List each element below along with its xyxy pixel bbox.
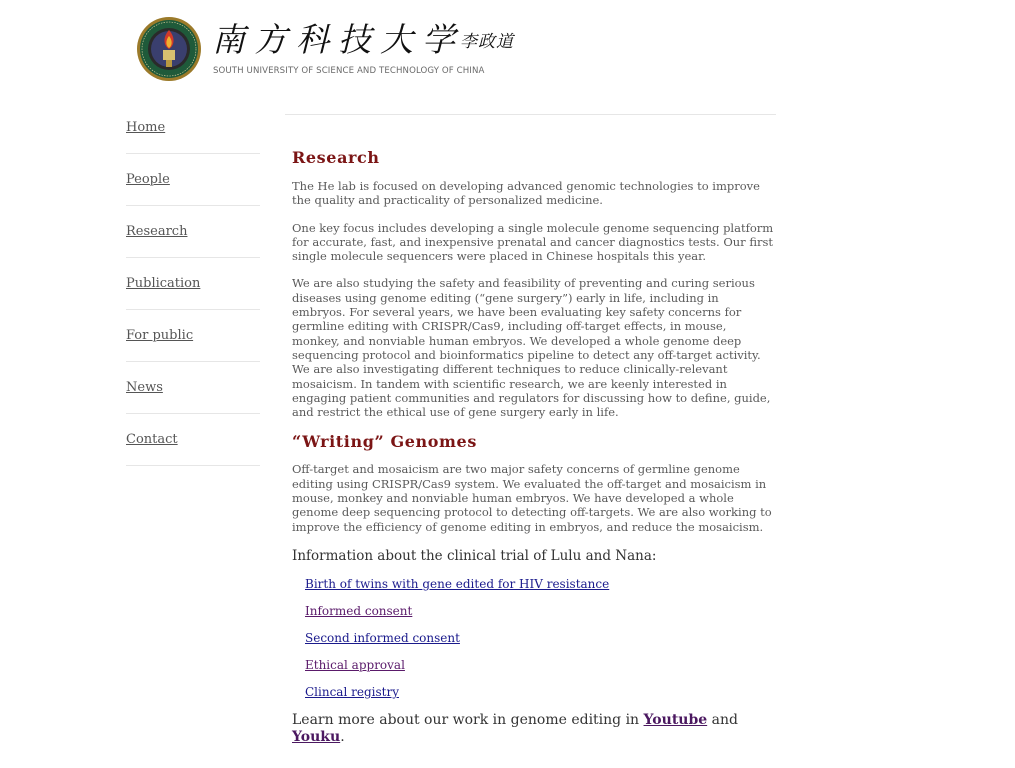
- sidebar-item-publication: [126, 258, 260, 310]
- university-name-english: SOUTH UNIVERSITY OF SCIENCE AND TECHNOLOGY OF CHINA: [213, 66, 485, 76]
- writing-genomes-paragraph: Off-target and mosaicism are two major safety concerns of germline genome editing using CRISPR/Cas9 system. We evaluated the off-target and mosaicism in mouse, monkey and nonviable human embryos. We have developed a whole genome deep sequencing protocol to detecting off-targets. We are also working to improve the efficiency of genome editing in embryos, and reduce the mosaicism.: [292, 462, 772, 534]
- sidebar-item-home: [126, 102, 260, 154]
- youtube-link[interactable]: Youtube: [643, 711, 708, 728]
- nav-link-people[interactable]: People: [126, 172, 170, 187]
- sidebar-nav: [126, 102, 260, 466]
- header-divider: [285, 114, 776, 115]
- nav-link-publication[interactable]: Publication: [126, 276, 201, 291]
- link-informed-consent[interactable]: Informed consent: [305, 603, 413, 618]
- clinical-trial-heading: Information about the clinical trial of Lulu and Nana:: [292, 547, 657, 564]
- logo-chinese-text: 南方科技大学: [212, 20, 464, 59]
- clinical-trial-links: [292, 577, 774, 699]
- writing-genomes-heading: “Writing” Genomes: [292, 432, 477, 452]
- nav-link-home[interactable]: Home: [126, 120, 166, 135]
- sidebar-item-for-public: [126, 310, 260, 362]
- nav-link-for-public[interactable]: For public: [126, 328, 194, 343]
- research-paragraph-1: The He lab is focused on developing advanced genomic technologies to improve the quality and practicality of personalized medicine.: [292, 179, 760, 208]
- research-paragraph-3: We are also studying the safety and feasibility of preventing and curing serious diseases using genome editing (“gene surgery”) early in life, including in embryos. For several years, we have been evaluating key safety concerns for germline editing with CRISPR/Cas9, including off-target effects, in mouse, monkey, and nonviable human embryos. We developed a whole genome deep sequencing protocol and bioinformatics pipeline to detect any off-target activity. We are also investigating different techniques to reduce clinically-relevant mosaicism. In tandem with scientific research, we are keenly interested in engaging patient communities and regulators for discussing how to define, guide, and restrict the ethical use of gene surgery early in life.: [292, 276, 771, 420]
- link-birth-of-twins[interactable]: Birth of twins with gene edited for HIV resistance: [305, 576, 610, 591]
- research-paragraph-2: One key focus includes developing a single molecule genome sequencing platform for accurate, fast, and inexpensive prenatal and cancer diagnostics tests. Our first single molecule sequencers were placed in Chinese hospitals this year.: [292, 220, 774, 264]
- learn-more-and: and: [707, 711, 738, 728]
- research-heading: Research: [292, 148, 380, 167]
- nav-link-contact[interactable]: Contact: [126, 432, 178, 447]
- nav-link-news[interactable]: News: [126, 380, 163, 395]
- link-second-informed-consent[interactable]: Second informed consent: [305, 630, 460, 645]
- youku-link[interactable]: Youku: [292, 728, 341, 745]
- sidebar-item-contact: [126, 414, 260, 466]
- sidebar-item-people: [126, 154, 260, 206]
- site-header: [136, 14, 536, 84]
- university-seal-icon[interactable]: [136, 16, 202, 82]
- university-name-calligraphy: [212, 20, 514, 62]
- link-clinical-registry[interactable]: Clincal registry: [305, 684, 399, 699]
- learn-more-text: [292, 712, 774, 746]
- logo-signature: 李政道: [460, 32, 514, 52]
- sidebar-item-research: [126, 206, 260, 258]
- link-ethical-approval[interactable]: Ethical approval: [305, 657, 405, 672]
- main-content: [292, 148, 774, 746]
- nav-link-research[interactable]: Research: [126, 224, 188, 239]
- sidebar-item-news: [126, 362, 260, 414]
- learn-more-suffix: .: [340, 728, 345, 745]
- learn-more-prefix: Learn more about our work in genome editing in: [292, 711, 644, 728]
